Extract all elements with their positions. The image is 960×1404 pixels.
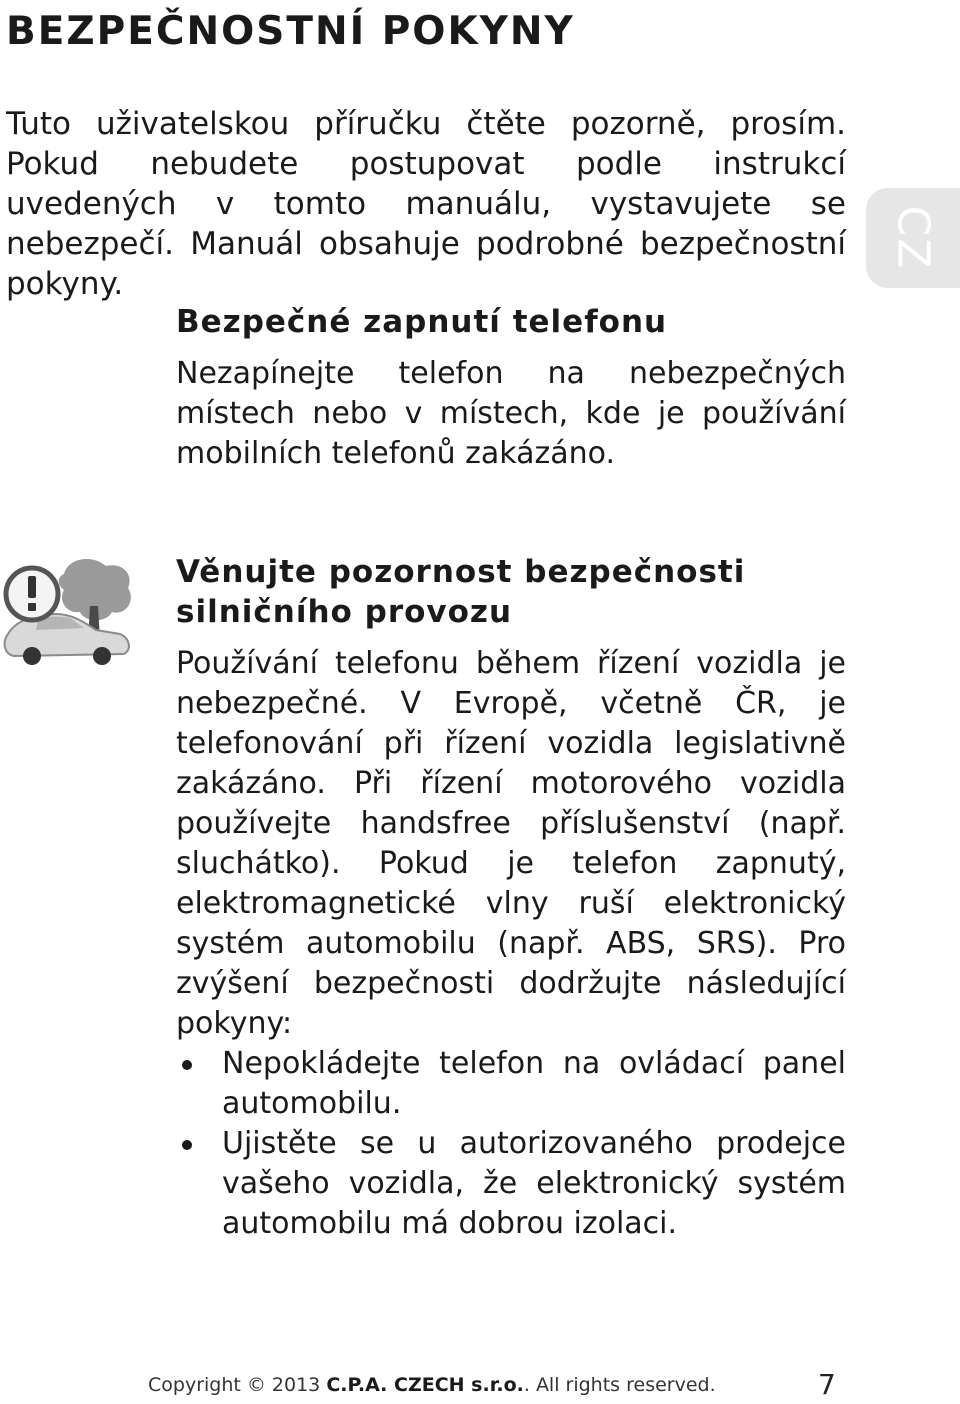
copyright-prefix: Copyright © 2013	[148, 1374, 327, 1396]
language-tab	[866, 188, 960, 288]
page-title: BEZPEČNOSTNÍ POKYNY	[6, 9, 575, 54]
page-number: 7	[818, 1368, 836, 1401]
list-item	[176, 1044, 846, 1124]
warning-mark-dot	[28, 603, 36, 611]
section-heading: Věnujte pozornost bezpečnosti silničního provozu	[176, 554, 746, 630]
list-item-text: Nepokládejte telefon na ovládací panel automobilu.	[222, 1046, 846, 1121]
section-body: Nezapínejte telefon na nebezpečných místech nebo v místech, kde je používání mobilních telefonů zakázáno.	[176, 356, 846, 471]
copyright-footer	[148, 1374, 716, 1396]
copyright-suffix: . All rights reserved.	[523, 1374, 716, 1396]
section-body: Používání telefonu během řízení vozidla je nebezpečné. V Evropě, včetně ČR, je telefonování při řízení vozidla legislativně zakázáno. Při řízení motorového vozidla používejte handsfree příslušenství (např. sluchátko). Pokud je telefon zapnutý, elektromagnetické vlny ruší elektronický systém automobilu (např. ABS, SRS). Pro zvýšení bezpečnosti dodržujte následující pokyny:	[176, 646, 846, 1041]
bullet-icon	[182, 1140, 192, 1150]
section-heading: Bezpečné zapnutí telefonu	[176, 304, 668, 340]
list-item	[176, 1124, 846, 1244]
section-road-safety	[176, 552, 846, 1244]
company-name: C.P.A. CZECH s.r.o.	[326, 1374, 524, 1396]
car-wheel-front	[23, 647, 41, 665]
safety-bullet-list	[176, 1044, 846, 1244]
section-safe-power-on	[176, 302, 846, 474]
car-wheel-rear	[93, 647, 111, 665]
intro-paragraph: Tuto uživatelskou příručku čtěte pozorně, prosím. Pokud nebudete postupovat podle instrukcí uvedených v tomto manuálu, vystavujete se nebezpečí. Manuál obsahuje podrobné bezpečnostní pokyny.	[6, 106, 846, 302]
warning-mark-bar	[28, 576, 36, 598]
list-item-text: Ujistěte se u autorizovaného prodejce vašeho vozidla, že elektronický systém automobilu má dobrou izolaci.	[222, 1126, 846, 1241]
language-tab-label: CZ	[887, 205, 939, 271]
bullet-icon	[182, 1060, 192, 1070]
road-safety-warning-icon	[2, 556, 134, 668]
